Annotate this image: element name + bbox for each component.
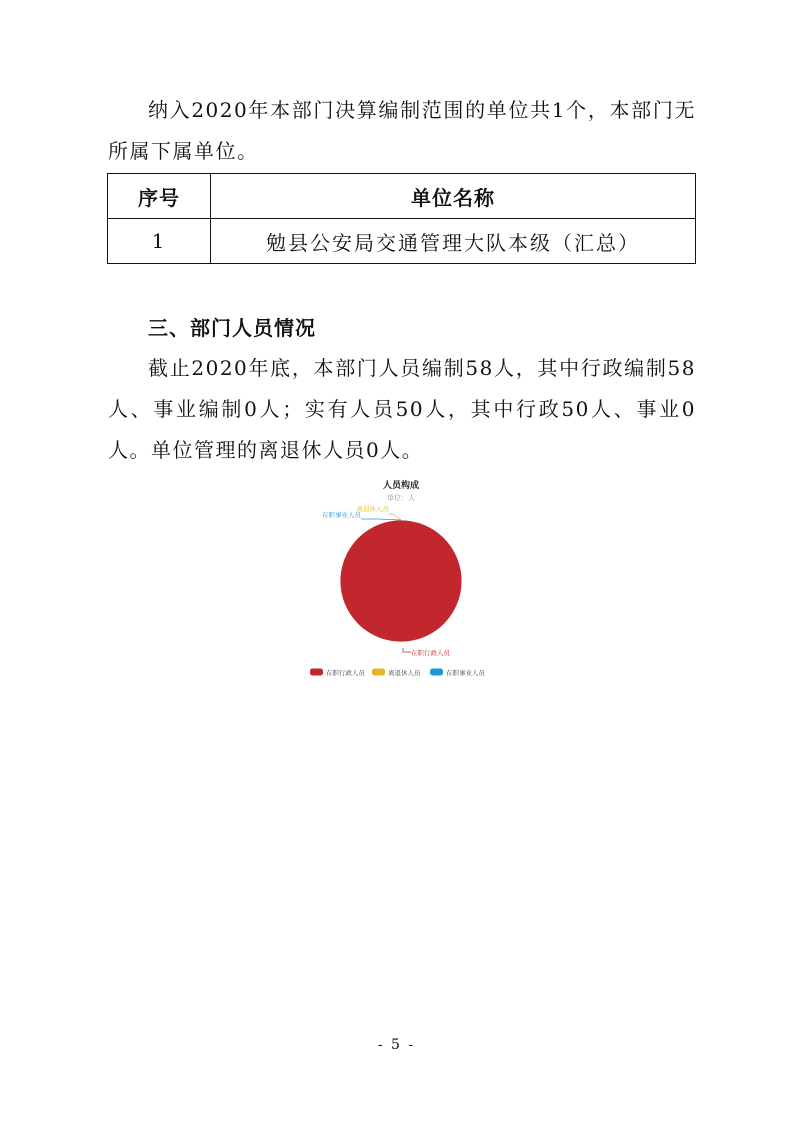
legend-label: 离退休人员 [388,669,421,677]
chart-title: 人员构成 [382,481,420,491]
legend-label: 在职行政人员 [326,669,365,677]
staffing-paragraph: 截止2020年底，本部门人员编制58人，其中行政编制58人、事业编制0人；实有人员50人，其中行政50人、事业0人。单位管理的离退休人员0人。 [108,356,696,462]
legend-label: 在职事业人员 [446,669,485,677]
header-unit-name: 单位名称 [211,174,696,219]
row-no: 1 [108,219,211,264]
pie-label: 在职行政人员 [411,649,450,657]
table-header-row [108,174,696,219]
pie-leader-line [389,514,401,520]
pie-leader-line [361,519,401,520]
page-number: - 5 - [377,1037,416,1053]
pie-leader-line [403,648,411,652]
legend-swatch [372,669,385,676]
pie-slice [340,520,462,642]
table-row [108,219,696,264]
section-heading: 三、部门人员情况 [148,316,316,340]
legend-swatch [430,669,443,676]
chart-subtitle: 单位：人 [387,494,415,502]
unit-table [107,173,696,264]
legend-swatch [310,669,323,676]
pie-label: 离退休人员 [356,505,389,513]
pie-label: 在职事业人员 [322,511,361,519]
intro-paragraph: 纳入2020年本部门决算编制范围的单位共1个，本部门无所属下属单位。 [108,98,696,163]
row-unit-name: 勉县公安局交通管理大队本级（汇总） [211,219,696,264]
staff-composition-pie-chart [290,470,520,690]
header-no: 序号 [108,174,211,219]
